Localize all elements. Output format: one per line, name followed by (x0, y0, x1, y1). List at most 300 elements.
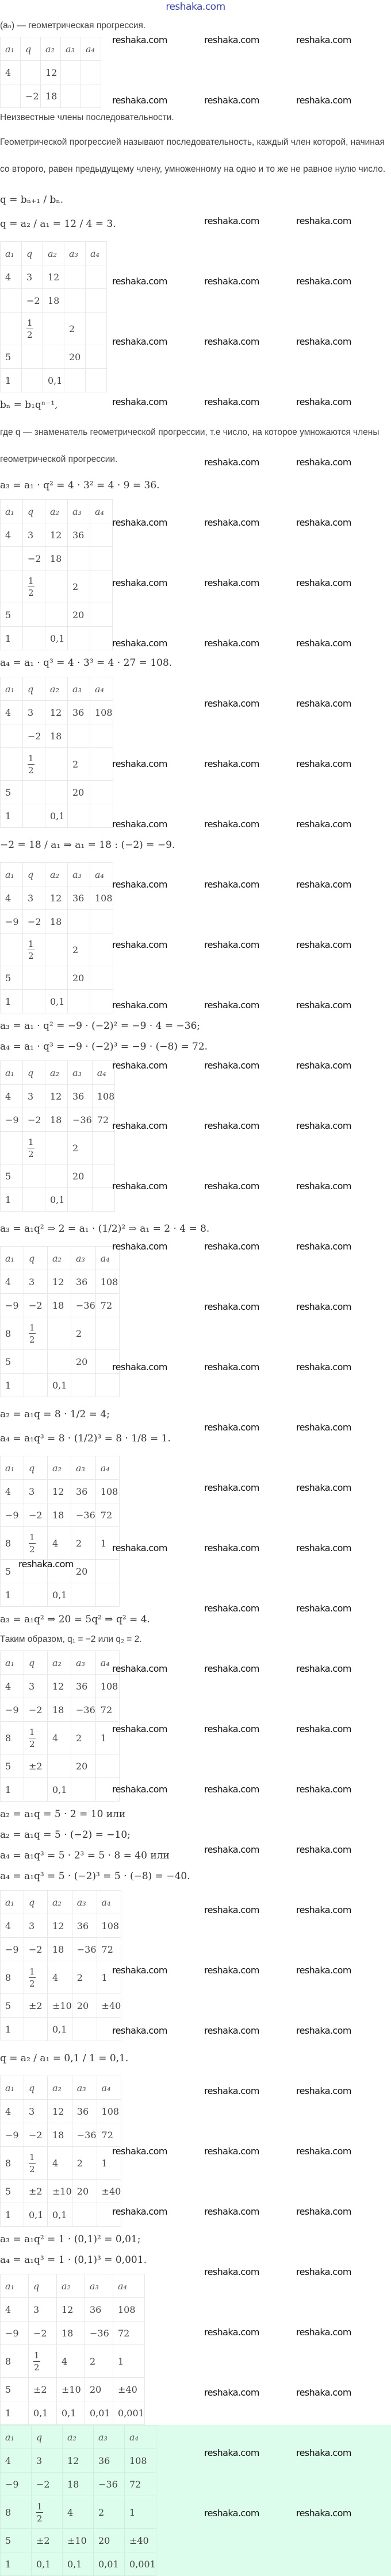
table-cell (22, 313, 43, 345)
table-header-cell: a₃ (71, 1247, 96, 1270)
table-cell: 3 (24, 2100, 48, 2123)
table-cell: 36 (68, 701, 90, 724)
table-cell (23, 748, 45, 781)
table-cell: 3 (23, 701, 45, 724)
table-header-row (1, 1891, 121, 1914)
table-cell: 12 (48, 1914, 72, 1938)
watermark-text: reshaka.com (296, 396, 351, 407)
table-cell: −36 (94, 2473, 125, 2496)
watermark-text: reshaka.com (112, 638, 167, 649)
table-cell (90, 966, 113, 990)
table-cell (95, 1317, 119, 1350)
table-header-cell: a₁ (1, 677, 23, 701)
numerator: 1 (28, 938, 34, 949)
table-cell: 12 (45, 1085, 68, 1108)
table-row (1, 570, 113, 603)
watermark-text: reshaka.com (112, 1181, 167, 1191)
table-row (1, 1698, 120, 1722)
table-cell: ±2 (32, 2529, 63, 2552)
table-header-row (1, 2274, 145, 2298)
table-cell: 108 (95, 1270, 119, 1294)
progression-table (0, 677, 113, 828)
table-cell: ±40 (97, 1994, 121, 2018)
table-cell (1, 724, 23, 748)
numerator: 1 (28, 575, 34, 586)
table-cell (68, 910, 90, 934)
table-header-cell: a₂ (48, 1456, 71, 1480)
table-row (1, 2322, 145, 2345)
table-cell (86, 345, 107, 369)
table-cell: 0,1 (43, 369, 64, 392)
table-header-cell: a₂ (41, 37, 61, 61)
watermark-text: reshaka.com (296, 2387, 351, 2398)
table-cell: 20 (71, 1350, 96, 1374)
denominator: 2 (27, 329, 33, 340)
table-cell (23, 804, 45, 828)
table-row (1, 2203, 121, 2227)
math-formula: bₙ = b₁qⁿ⁻¹, (0, 399, 58, 411)
table-cell: 20 (64, 345, 86, 369)
numerator: 1 (29, 1966, 35, 1977)
table-cell: 4 (1, 265, 22, 289)
watermark-text: reshaka.com (204, 1301, 259, 1312)
fraction (29, 1726, 36, 1750)
denominator: 2 (29, 1334, 35, 1345)
table-cell: −2 (24, 1294, 48, 1317)
table-cell: 0,1 (48, 1374, 71, 1397)
watermark-text: reshaka.com (296, 517, 351, 528)
table-cell: 36 (68, 886, 90, 910)
table-cell: 12 (57, 2298, 85, 2322)
progression-table (0, 37, 101, 108)
table-cell: 3 (23, 1085, 45, 1108)
table-row (1, 1108, 115, 1132)
table-header-cell: a₁ (1, 1456, 24, 1480)
table-cell (32, 2496, 63, 2529)
answer-table (0, 2425, 156, 2576)
table-cell: −36 (72, 1938, 97, 1961)
table-cell (29, 2345, 57, 2378)
watermark-text: reshaka.com (112, 1060, 167, 1071)
table-header-cell: a₄ (95, 1247, 119, 1270)
numerator: 1 (37, 2501, 43, 2512)
table-cell (97, 2018, 121, 2041)
table-header-cell: a₃ (85, 2274, 113, 2298)
table-cell: 5 (1, 345, 22, 369)
table-cell: 1 (1, 1374, 24, 1397)
watermark-text: reshaka.com (296, 758, 351, 769)
table-cell (92, 1188, 115, 1212)
table-row (1, 1132, 115, 1164)
table-row (1, 781, 113, 804)
watermark-text: reshaka.com (204, 457, 259, 468)
table-cell: 5 (1, 1754, 24, 1778)
table-header-row (1, 242, 107, 265)
table-header-cell: q (21, 37, 41, 61)
fraction (29, 1322, 36, 1345)
site-logo-link[interactable]: reshaka.com (166, 1, 225, 13)
table-row (1, 1961, 121, 1994)
table-cell: ±10 (57, 2378, 85, 2401)
denominator: 2 (29, 1978, 35, 1989)
table-header-cell: a₂ (45, 863, 68, 886)
table-header-cell: a₂ (48, 1891, 72, 1914)
table-cell: 20 (85, 2378, 113, 2401)
math-formula: a₃ = a₁ · q² = 4 · 3² = 4 · 9 = 36. (0, 480, 160, 491)
table-cell: 5 (1, 603, 23, 627)
watermark-text: reshaka.com (296, 34, 351, 45)
table-cell: 0,1 (45, 1188, 68, 1212)
table-cell: −2 (24, 2123, 48, 2147)
table-cell (90, 748, 113, 781)
table-cell: ±40 (113, 2378, 145, 2401)
table-header-cell: a₄ (113, 2274, 145, 2298)
table-cell: 0,01 (94, 2552, 125, 2576)
table-cell: 12 (63, 2449, 94, 2473)
watermark-text: reshaka.com (296, 1181, 351, 1191)
table-cell: −9 (1, 1503, 24, 1527)
table-cell: 0,1 (45, 804, 68, 828)
table-cell: 108 (97, 2100, 121, 2123)
table-cell: 2 (72, 1961, 97, 1994)
math-formula: q = a₂ / a₁ = 12 / 4 = 3. (0, 218, 116, 230)
table-header-cell: a₁ (1, 863, 23, 886)
watermark-text: reshaka.com (204, 2266, 259, 2277)
table-row (1, 1994, 121, 2018)
table-cell: 3 (24, 1675, 48, 1698)
watermark-text: reshaka.com (112, 1241, 167, 1252)
table-cell: 20 (71, 1754, 96, 1778)
table-cell (95, 1754, 119, 1778)
table-row (1, 61, 101, 84)
table-cell: 2 (71, 1722, 96, 1754)
math-formula: q = a₂ / a₁ = 0,1 / 1 = 0,1. (0, 2053, 129, 2064)
table-row (1, 1188, 115, 1212)
table-header-cell: a₂ (57, 2274, 85, 2298)
table-cell (21, 61, 41, 84)
table-cell: 18 (48, 1698, 71, 1722)
table-cell: 20 (72, 2180, 97, 2203)
table-cell (24, 1961, 48, 1994)
table-cell (95, 1374, 119, 1397)
fraction (28, 938, 34, 962)
table-cell (23, 781, 45, 804)
table-cell: 0,1 (29, 2401, 57, 2425)
table-cell (23, 990, 45, 1013)
table-cell: 36 (71, 1480, 96, 1503)
table-cell: 108 (92, 1085, 115, 1108)
table-cell (90, 724, 113, 748)
table-cell (22, 345, 43, 369)
table-cell: 4 (63, 2496, 94, 2529)
progression-table (0, 241, 107, 392)
watermark-text: reshaka.com (296, 1120, 351, 1131)
table-cell (1, 84, 21, 108)
table-row (1, 1754, 120, 1778)
watermark-text: reshaka.com (296, 1482, 351, 1493)
progression-table (0, 1456, 120, 1607)
table-cell (90, 781, 113, 804)
watermark-text: reshaka.com (112, 2206, 167, 2217)
table-cell: 108 (95, 1480, 119, 1503)
watermark-text: reshaka.com (204, 819, 259, 830)
table-cell (24, 1317, 48, 1350)
denominator: 2 (37, 2513, 43, 2524)
table-cell: 4 (48, 1722, 71, 1754)
table-cell: 18 (45, 547, 68, 570)
table-cell: 72 (95, 1294, 119, 1317)
watermark-text: reshaka.com (204, 95, 259, 106)
table-cell: 12 (48, 1675, 71, 1698)
table-cell (90, 547, 113, 570)
table-cell: 8 (1, 1961, 24, 1994)
watermark-text: reshaka.com (204, 1000, 259, 1011)
math-formula: a₃ = a₁ · q² = −9 · (−2)² = −9 · 4 = −36; (0, 1020, 201, 1032)
table-cell (24, 1778, 48, 1802)
table-cell (86, 369, 107, 392)
watermark-text: reshaka.com (204, 1181, 259, 1191)
table-cell: −9 (1, 2123, 24, 2147)
table-cell (1, 1132, 23, 1164)
table-header-cell: a₂ (45, 677, 68, 701)
table-cell: 5 (1, 781, 23, 804)
watermark-text: reshaka.com (296, 1723, 351, 1734)
table-header-row (1, 1456, 120, 1480)
watermark-text: reshaka.com (296, 638, 351, 649)
table-header-cell: a₁ (1, 2274, 29, 2298)
table-cell (23, 603, 45, 627)
table-cell: 20 (94, 2529, 125, 2552)
table-row (1, 2449, 156, 2473)
watermark-text: reshaka.com (296, 457, 351, 468)
watermark-text: reshaka.com (112, 879, 167, 890)
table-cell: −9 (1, 2473, 32, 2496)
table-row (1, 369, 107, 392)
table-cell (81, 84, 101, 108)
table-cell: 72 (113, 2322, 145, 2345)
table-cell: 1 (95, 1722, 119, 1754)
watermark-text: reshaka.com (204, 2447, 259, 2458)
table-header-cell: a₁ (1, 1061, 23, 1085)
table-cell: 2 (94, 2496, 125, 2529)
table-cell: 1 (1, 627, 23, 650)
table-cell: 108 (90, 701, 113, 724)
watermark-text: reshaka.com (204, 215, 259, 226)
answer-highlight (0, 2425, 391, 2576)
watermark-text: reshaka.com (204, 34, 259, 45)
table-cell: 4 (1, 1480, 24, 1503)
table-header-row (1, 500, 113, 523)
table-cell: ±2 (29, 2378, 57, 2401)
table-cell (45, 748, 68, 781)
math-formula: a₃ = a₁q² ⇒ 2 = a₁ · (1/2)² ⇒ a₁ = 2 · 4 = 8. (0, 1223, 210, 1235)
table-row (1, 345, 107, 369)
table-row (1, 1778, 120, 1802)
table-cell (61, 84, 81, 108)
table-header-row (1, 37, 101, 61)
table-header-cell: q (24, 1247, 48, 1270)
table-cell: 0,1 (48, 2203, 72, 2227)
watermark-text: reshaka.com (204, 1784, 259, 1795)
table-row (1, 804, 113, 828)
table-cell: −9 (1, 1108, 23, 1132)
watermark-text: reshaka.com (112, 2025, 167, 2036)
table-cell (86, 313, 107, 345)
table-header-cell: a₃ (72, 2076, 97, 2100)
table-cell (23, 934, 45, 966)
watermark-text: reshaka.com (112, 1784, 167, 1795)
table-cell (24, 1527, 48, 1560)
table-cell (95, 1778, 119, 1802)
table-cell: 2 (71, 1317, 96, 1350)
table-cell (48, 1350, 71, 1374)
table-cell: 4 (57, 2345, 85, 2378)
table-cell: 36 (71, 1675, 96, 1698)
watermark-text: reshaka.com (296, 1301, 351, 1312)
table-header-cell: a₃ (72, 1891, 97, 1914)
table-cell: 18 (48, 1938, 72, 1961)
table-header-row (1, 1651, 120, 1675)
fraction (29, 2151, 36, 2175)
math-formula: a₄ = a₁q³ = 5 · (−2)³ = 5 · (−8) = −40. (0, 1871, 190, 1882)
table-cell: 12 (48, 2100, 72, 2123)
table-cell (22, 369, 43, 392)
table-row (1, 1480, 120, 1503)
table-cell: 5 (1, 2378, 29, 2401)
table-cell (68, 1188, 93, 1212)
table-row (1, 2018, 121, 2041)
table-cell: ±40 (125, 2529, 156, 2552)
math-formula: a₂ = a₁q = 5 · 2 = 10 или (0, 1808, 126, 1820)
table-row (1, 990, 113, 1013)
table-row (1, 1294, 120, 1317)
table-header-cell: a₄ (97, 1891, 121, 1914)
progression-table (0, 1061, 115, 1212)
table-row (1, 1722, 120, 1754)
table-cell: 0,1 (32, 2552, 63, 2576)
table-cell (71, 1583, 96, 1607)
table-cell (86, 289, 107, 313)
table-cell: 4 (1, 1675, 24, 1698)
table-cell (24, 1583, 48, 1607)
table-header-cell: a₁ (1, 500, 23, 523)
table-cell (92, 1164, 115, 1188)
table-cell (24, 1374, 48, 1397)
table-cell: 1 (1, 804, 23, 828)
table-cell (81, 61, 101, 84)
table-cell (90, 523, 113, 547)
table-header-cell: q (24, 1891, 48, 1914)
table-header-cell: a₁ (1, 2425, 32, 2449)
table-cell (45, 1132, 68, 1164)
table-header-row (1, 1247, 120, 1270)
table-cell (90, 934, 113, 966)
table-cell: 72 (92, 1108, 115, 1132)
table-cell: 4 (48, 1961, 72, 1994)
table-row (1, 724, 113, 748)
watermark-text: reshaka.com (112, 276, 167, 287)
watermark-text: reshaka.com (204, 1904, 259, 1915)
table-header-cell: a₁ (1, 242, 22, 265)
watermark-text: reshaka.com (204, 1663, 259, 1674)
table-cell (95, 1583, 119, 1607)
math-formula: a₄ = a₁q³ = 8 · (1/2)³ = 8 · 1/8 = 1. (0, 1433, 171, 1444)
table-cell: 0,1 (48, 2018, 72, 2041)
table-cell (24, 2018, 48, 2041)
table-cell: 1 (1, 1188, 23, 1212)
table-cell (1, 934, 23, 966)
progression-table (0, 2274, 145, 2425)
table-cell (64, 369, 86, 392)
math-formula: a₃ = a₁q² = 1 · (0,1)² = 0,01; (0, 2234, 141, 2245)
table-cell: 4 (1, 61, 21, 84)
table-cell (90, 910, 113, 934)
table-cell: ±40 (97, 2180, 121, 2203)
table-cell: 18 (45, 724, 68, 748)
table-cell: 1 (113, 2345, 145, 2378)
fraction (28, 1136, 34, 1160)
table-row (1, 1317, 120, 1350)
table-header-cell: a₁ (1, 1247, 24, 1270)
watermark-text: reshaka.com (296, 1965, 351, 1976)
table-row (1, 2401, 145, 2425)
denominator: 2 (34, 2362, 40, 2373)
numerator: 1 (29, 1532, 35, 1542)
watermark-text: reshaka.com (296, 1844, 351, 1855)
table-row (1, 1270, 120, 1294)
table-header-cell: a₁ (1, 1651, 24, 1675)
watermark-text: reshaka.com (204, 2327, 259, 2338)
numerator: 1 (29, 2151, 35, 2162)
table-header-cell: a₃ (71, 1456, 96, 1480)
table-cell: −36 (71, 1503, 96, 1527)
watermark-text: reshaka.com (112, 95, 167, 106)
watermark-text: reshaka.com (112, 396, 167, 407)
table-header-cell: a₄ (92, 1061, 115, 1085)
table-cell: 2 (68, 570, 90, 603)
watermark-text: reshaka.com (296, 698, 351, 709)
watermark-text: reshaka.com (204, 1241, 259, 1252)
table-cell: 18 (43, 289, 64, 313)
watermark-text: reshaka.com (204, 1844, 259, 1855)
table-cell: −2 (23, 547, 45, 570)
watermark-text: reshaka.com (112, 336, 167, 347)
table-row (1, 934, 113, 966)
table-cell: −2 (32, 2473, 63, 2496)
table-cell: 72 (97, 1938, 121, 1961)
table-cell: 5 (1, 1994, 24, 2018)
table-cell: 72 (97, 2123, 121, 2147)
table-cell: 12 (45, 523, 68, 547)
table-cell: 108 (90, 886, 113, 910)
table-cell: −2 (24, 1503, 48, 1527)
table-cell: 8 (1, 1317, 24, 1350)
table-cell: −36 (72, 2123, 97, 2147)
table-header-cell: q (32, 2425, 63, 2449)
watermark-text: reshaka.com (204, 2146, 259, 2157)
table-row (1, 2378, 145, 2401)
table-cell: ±2 (24, 2180, 48, 2203)
denominator: 2 (28, 765, 34, 776)
table-cell (48, 1317, 71, 1350)
table-cell: 1 (1, 990, 23, 1013)
table-cell: 20 (68, 1164, 93, 1188)
table-header-cell: q (23, 1061, 45, 1085)
table-header-cell: a₃ (71, 1651, 96, 1675)
table-cell: 36 (68, 1085, 93, 1108)
table-cell (61, 61, 81, 84)
watermark-text: reshaka.com (296, 336, 351, 347)
